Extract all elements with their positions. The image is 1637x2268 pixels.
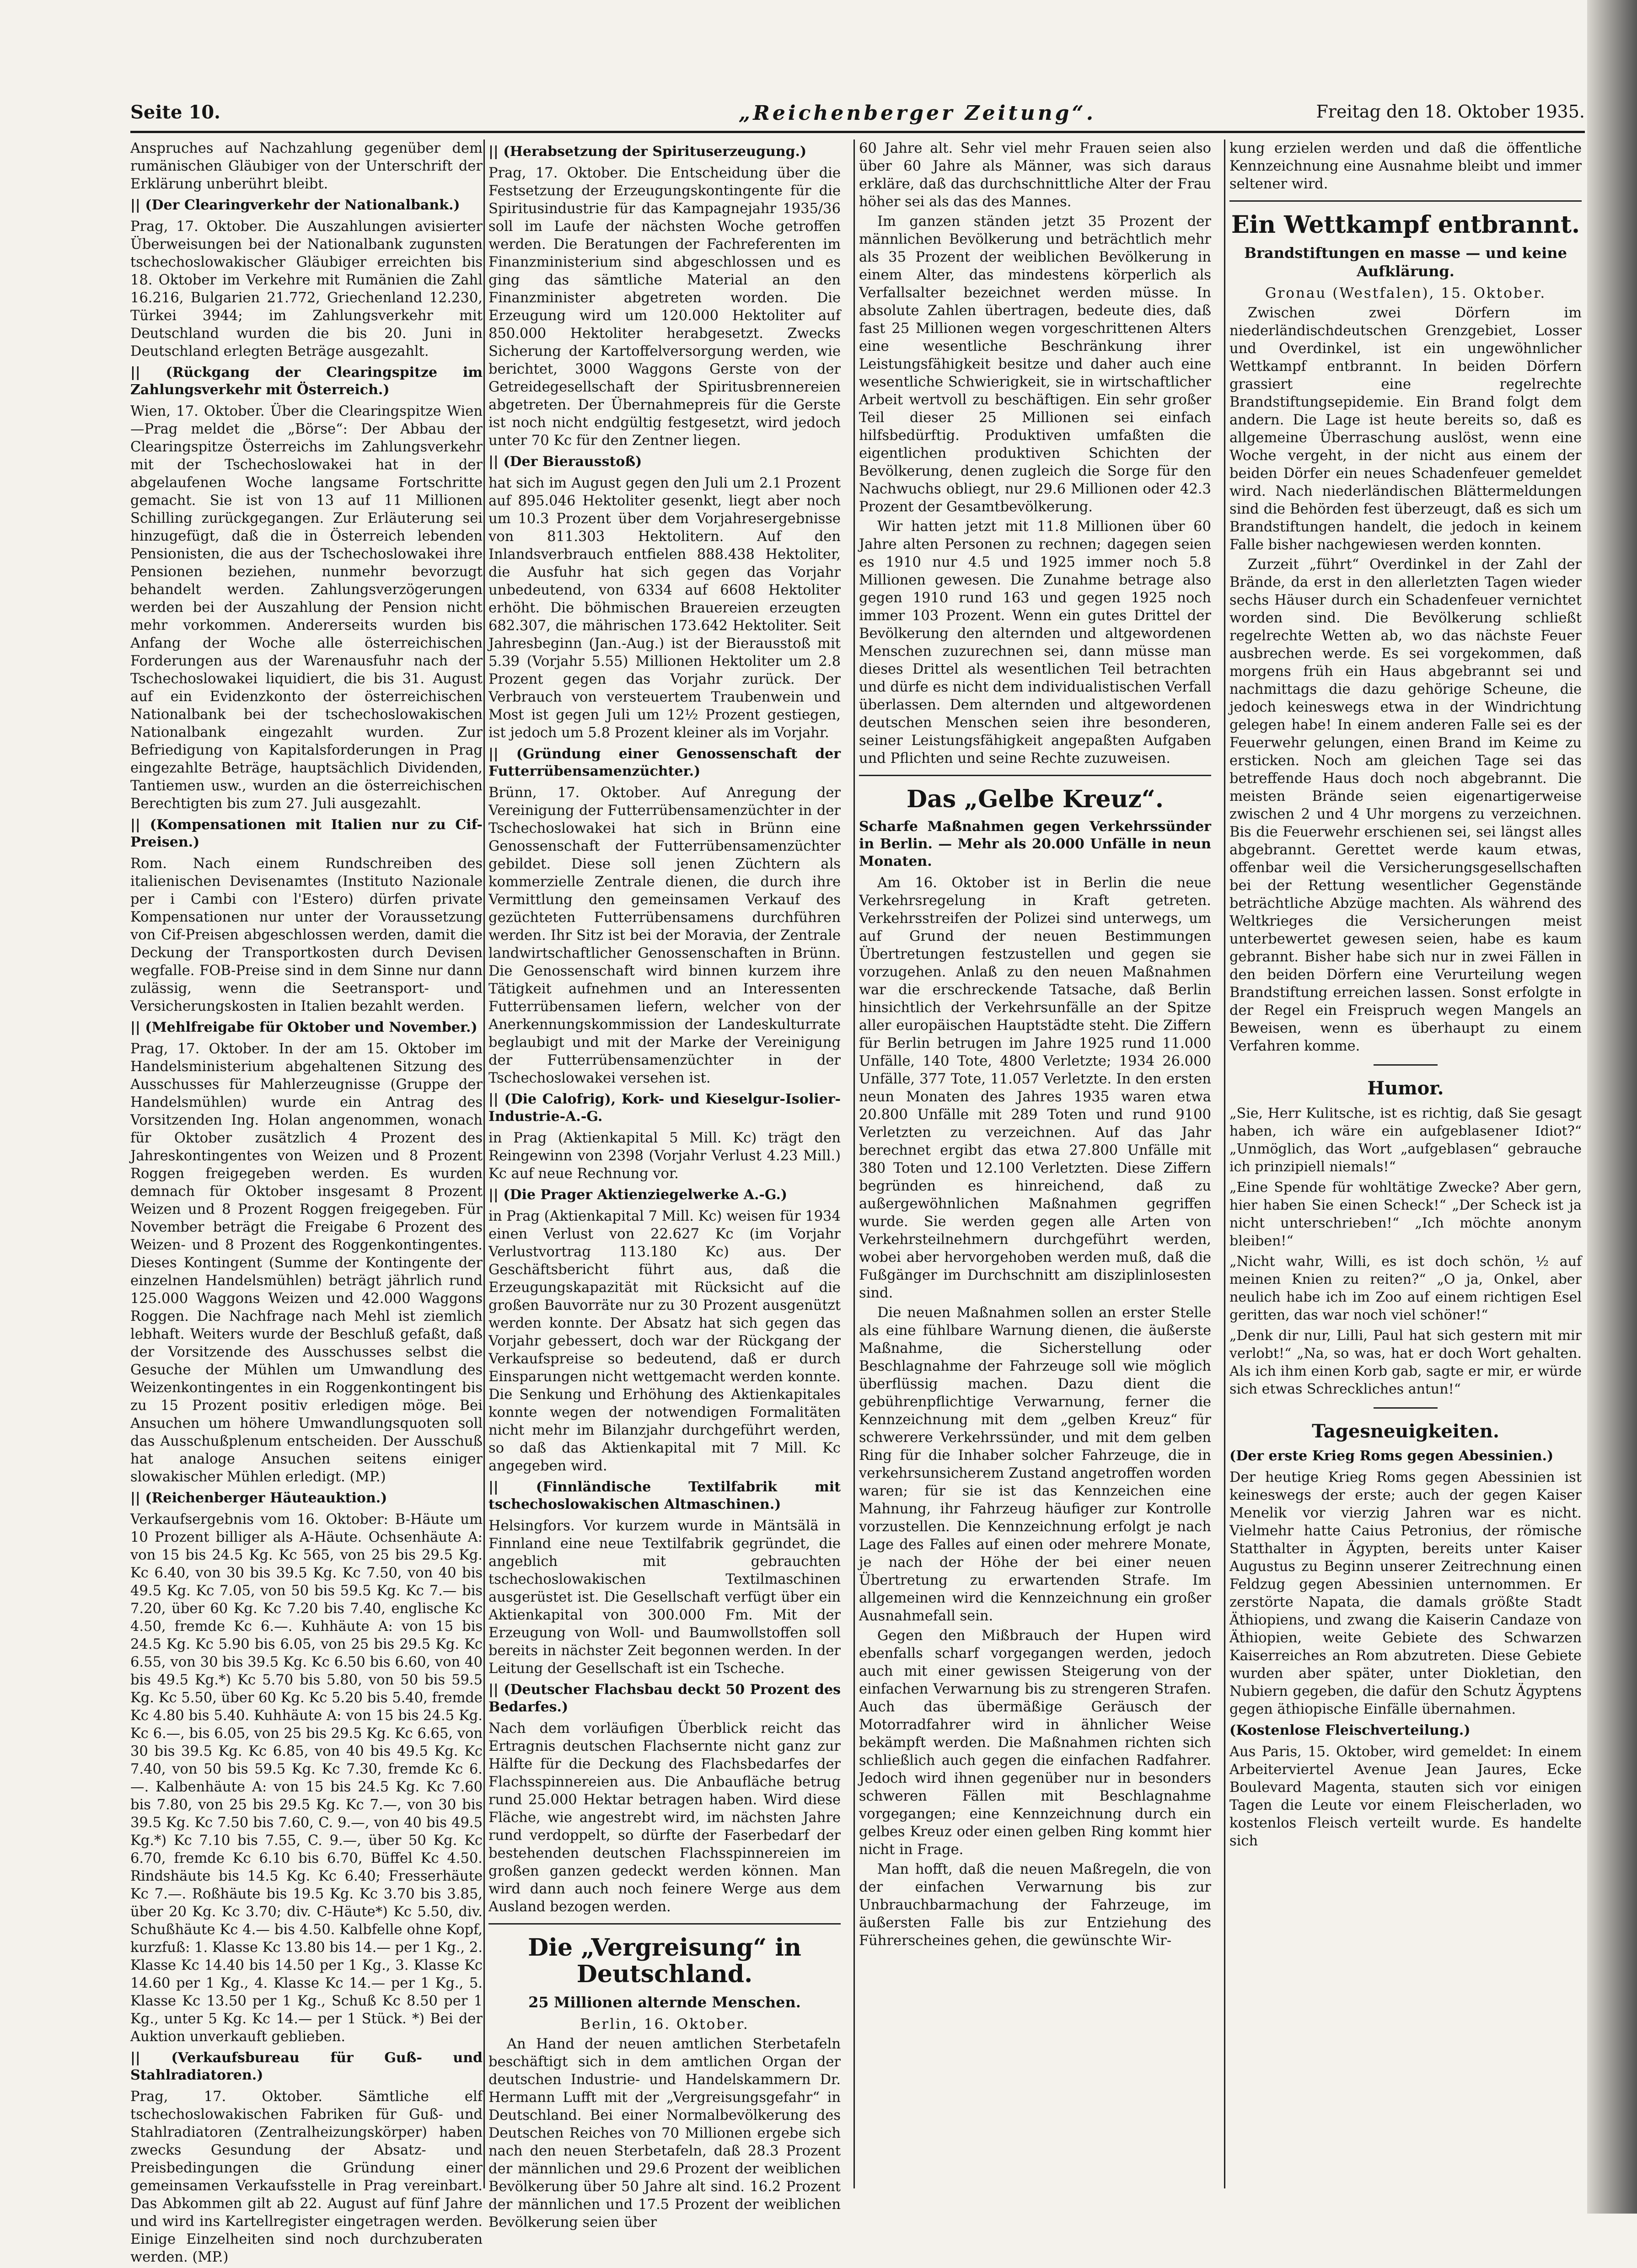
paragraph: Helsingfors. Vor kurzem wurde in Mäntsälä in Finnland eine neue Textilfabrik gegründet, die angeblich mit gebrauchten tschechoslowakischen Textilmaschinen ausgerüstet ist. Die Gesellschaft verfügt über ein Aktienkapital von 300.000 Fm. Mit der Erzeugung von Woll- und Baumwollstoffen soll bereits in nächster Zeit begonnen werden. In der Leitung der Gesellschaft ist ein Tscheche. <box>488 1518 841 1677</box>
paragraph: Prag, 17. Oktober. In der am 15. Oktober im Handelsministerium abgehaltenen Sitzung des Ausschusses für Mahlerzeugnisse (Gruppe der Handelsmühlen) wurde ein Antrag des Vorsitzenden Ing. Holan angenommen, wonach für Oktober zusätzlich 4 Prozent des Jahreskontingentes von Weizen und 8 Prozent Roggen freigegeben werden. Es wurden demnach für Oktober insgesamt 8 Prozent Weizen und 8 Prozent Roggen freigegeben. Für November beträgt die Freigabe 6 Prozent des Weizen- und 8 Prozent des Roggenkontingentes. Dieses Kontingent (Summe der Kontingente der einzelnen Handelsmühlen) beträgt jährlich rund 125.000 Waggons Weizen und 42.000 Waggons Roggen. Die Nachfrage nach Mehl ist ziemlich lebhaft. Weiters wurde der Beschluß gefaßt, daß der Vorsitzende des Ausschusses selbst die Gesuche der Mühlen um Umwandlung des Weizenkontingentes in ein Roggenkontingent bis zu 15 Prozent positiv erledigen möge. Bei Ansuchen um höhere Umwandlungsquoten soll das Ausschußplenum entscheiden. Der Ausschuß hat analoge Ansuchen seitens einiger slowakischer Mühlen erledigt. (MP.) <box>130 1041 483 1485</box>
subheadline: 25 Millionen alternde Menschen. <box>528 1994 801 2011</box>
paragraph: Gegen den Mißbrauch der Hupen wird ebenfalls scharf vorgegangen werden, jedoch auch mit einer gewissen Steigerung von der einfachen Verwarnung bis zu strengeren Strafen. Auch das übermäßige Geräusch der Motorradfahrer wird in ähnlicher Weise bekämpft werden. Die Maßnahmen richten sich schließlich auch gegen die einfachen Radfahrer. Jedoch wird ihnen gegenüber nur in besonders schweren Fällen mit Beschlagnahme vorgegangen; eine Kennzeichnung durch ein gelbes Kreuz oder einen gelben Ring kommt hier nicht in Frage. <box>859 1628 1211 1858</box>
paragraph: Nach dem vorläufigen Überblick reicht das Ertragnis deutschen Flachsernte nicht ganz zur Hälfte für die Deckung des Flachsbedarfes der Flachsspinnereien aus. Die Anbaufläche betrug rund 25.000 Hektar betragen haben. Wird diese Fläche, wie angestrebt wird, im nächsten Jahre rund verdoppelt, so dürfte der Faserbedarf der bestehenden deutschen Flachsspinnereien im großen ganzen gedeckt werden können. Man wird dann auch noch feinere Werge aus dem Ausland bezogen werden. <box>488 1721 841 1915</box>
page-number: Seite 10. <box>130 102 220 123</box>
section-divider <box>1229 200 1582 202</box>
column-2 <box>488 139 841 2233</box>
paragraph: Aus Paris, 15. Oktober, wird gemeldet: In einem Arbeiterviertel Avenue Jean Jaures, Ecke Boulevard Magenta, stauten sich vor einigen Tagen die Leute vor einem Fleischerladen, wo kostenlos Fleisch verteilt wurde. Es handelte sich <box>1229 1744 1582 1849</box>
column-3 <box>859 139 1211 1952</box>
joke: „Eine Spende für wohltätige Zwecke? Aber gern, hier haben Sie einen Scheck!“ „Der Scheck ist ja nicht unterschrieben!“ „Ich möchte anonym bleiben!“ <box>1229 1180 1582 1249</box>
paragraph: An Hand der neuen amtlichen Sterbetafeln beschäftigt sich in dem amtlichen Organ der deutschen Industrie- und Handelskammern Dr. Hermann Lufft mit der „Vergreisungsgefahr“ in Deutschland. Bei einer Normalbevölkerung des Deutschen Reiches von 70 Millionen ergebe sich nach den neuen Sterbetafeln, daß 28.3 Prozent der männlichen und 29.6 Prozent der weiblichen Bevölkerung über 50 Jahre alt sind. 16.2 Prozent der männlichen und 17.5 Prozent der weiblichen Bevölkerung seien über <box>488 2036 841 2230</box>
headline-wettkampf: Ein Wettkampf entbrannt. <box>1231 211 1580 239</box>
scan-edge <box>1587 0 1637 2214</box>
paragraph: Verkaufsergebnis vom 16. Oktober: B-Häute um 10 Prozent billiger als A-Häute. Ochsenhäute A: von 15 bis 24.5 Kg. Kc 565, von 25 bis 29.5 Kg. Kc 6.40, von 30 bis 39.5 Kg. Kc 7.50, von 40 bis 49.5 Kg. Kc 7.05, von 50 bis 59.5 Kg. Kc 7.— bis 7.20, über 60 Kg. Kc 7.20 bis 7.40, englische Kc 4.50, fremde Kc 6.—. Kuhhäute A: von 15 bis 24.5 Kg. Kc 5.90 bis 6.05, von 25 bis 29.5 Kg. Kc 6.55, von 30 bis 39.5 Kg. Kc 6.50 bis 6.60, von 40 bis 49.5 Kg.*) Kc 5.70 bis 5.80, von 50 bis 59.5 Kg. Kc 5.50, über 60 Kg. Kc 5.20 bis 5.40, fremde Kc 4.80 bis 5.40. Kuhhäute A: von 15 bis 24.5 Kg. Kc 6.—, bis 6.05, von 25 bis 29.5 Kg. Kc 6.65, von 30 bis 39.5 Kg. Kc 6.85, von 40 bis 49.5 Kg. Kc 7.40, von 50 bis 59.5 Kg. Kc 7.30, fremde Kc 6.—. Kalbenhäute A: von 15 bis 24.5 Kg. Kc 7.60 bis 7.80, von 25 bis 29.5 Kg. Kc 7.—, von 30 bis 39.5 Kg. Kc 7.50 bis 7.60, C. 9.—, von 40 bis 49.5 Kg.*) Kc 7.10 bis 7.55, C. 9.—, über 50 Kg. Kc 6.70, fremde Kc 6.10 bis 6.70, Büffel Kc 4.50. Rindshäute bis 14.5 Kg. Kc 6.40; Fresserhäute Kc 7.—. Roßhäute bis 19.5 Kg. Kc 3.70 bis 3.85, über 20 Kg. Kc 3.70; div. C-Häute*) Kc 5.50, div. Schußhäute Kc 4.— bis 4.50. Kalbfelle ohne Kopf, kurzfuß: 1. Klasse Kc 13.80 bis 14.— per 1 Kg., 2. Klasse Kc 14.40 bis 14.50 per 1 Kg., 3. Klasse Kc 14.60 per 1 Kg., 4. Klasse Kc 14.— per 1 Kg., 5. Klasse Kc 13.50 per 1 Kg., Schuß Kc 8.50 per 1 Kg., unter 5 Kg. Kc 14.— per 1 Stück. *) Bei der Auktion unverkauft geblieben. <box>130 1512 483 2045</box>
paragraph: Zurzeit „führt“ Overdinkel in der Zahl der Brände, da erst in den allerletzten Tagen wieder sechs Häuser durch ein Schadenfeuer vernichtet worden sind. Die Bevölkerung schließt regelrechte Wetten ab, wo das nächste Feuer ausbrechen werde. Es sei vorgekommen, daß morgens früh ein Haus abgebrannt sei und nachmittags die dazu gehörige Scheune, die jedoch keineswegs etwa in der Windrichtung gelegen habe! In einem anderen Falle sei es der Feuerwehr gelungen, einen Brand im Keime zu ersticken. Noch am gleichen Tage sei das betreffende Haus doch noch abgebrannt. Die meisten Brände seien eigenartigerweise zwischen 2 und 4 Uhr morgens zu verzeichnen. Bis die Feuerwehr erschienen sei, sei längst alles abgebrannt. Gerettet werde kaum etwas, offenbar weil die Versicherungsgesellschaften bei der Rettung wesentlicher Gegenstände beträchtliche Abzüge machten. Als während des Weltkrieges die Versicherungen meist unterbewertet gewesen seien, habe es kaum gebrannt. Bisher habe sich nur in zwei Fällen in den beiden Dörfern eine Verurteilung wegen Brandstiftung erreichen lassen. Sonst erfolgte in der Regel ein Freispruch wegen Mangels an Beweisen, wenn es überhaupt zu einem Verfahren komme. <box>1229 557 1582 1054</box>
paragraph: hat sich im August gegen den Juli um 2.1 Prozent auf 895.046 Hektoliter gesenkt, liegt aber noch um 10.3 Prozent über dem Vorjahresergebnisse von 811.303 Hektolitern. Auf den Inlandsverbrauch entfielen 888.438 Hektoliter, die Ausfuhr hat sich gegen das Vorjahr unbedeutend, von 6334 auf 6608 Hektoliter erhöht. Die böhmischen Brauereien erzeugten 682.307, die mährischen 173.642 Hektoliter. Seit Jahresbeginn (Jan.-Aug.) ist der Bierausstoß mit 5.39 (Vorjahr 5.55) Millionen Hektoliter um 2.8 Prozent gegen das Vorjahr zurück. Der Verbrauch von versteuertem Traubenwein und Most ist gegen Juli um 12½ Prozent gestiegen, ist jedoch um 5.8 Prozent kleiner als im Vorjahr. <box>488 475 841 741</box>
article-heading: || (Herabsetzung der Spirituserzeugung.) <box>488 144 807 160</box>
article-heading: (Der erste Krieg Roms gegen Abessinien.) <box>1229 1448 1554 1464</box>
paragraph: Wien, 17. Oktober. Über die Clearingspitze Wien—Prag meldet die „Börse“: Der Abbau der Clearingspitze Österreichs im Zahlungsverkehr mit der Tschechoslowakei hat in der abgelaufenen Woche langsame Fortschritte gemacht. Sie ist von 13 auf 11 Millionen Schilling zurückgegangen. Zur Erläuterung sei hinzugefügt, daß die in Österreich lebenden Pensionisten, die aus der Tschechoslowakei ihre Pensionen beziehen, nunmehr bevorzugt behandelt werden. Zahlungsverzögerungen werden bei der Auszahlung der Pension nicht mehr vorkommen. Andererseits wurden bis Anfang der Woche alle österreichischen Forderungen aus der Warenausfuhr nach der Tschechoslowakei liquidiert, die bis 31. August auf ein Evidenzkonto der österreichischen Nationalbank bei der tschechoslowakischen Nationalbank eingezahlt wurden. Zur Befriedigung von Kapitalsforderungen in Prag eingezahlte Beträge, hauptsächlich Dividenden, Tantiemen usw., wurden an die österreichischen Berechtigten bis zum 27. Juli ausgezahlt. <box>130 403 483 812</box>
page-header <box>130 102 1585 127</box>
column-1 <box>130 139 483 2268</box>
article-heading: || (Verkaufsbureau für Guß- und Stahlradiatoren.) <box>130 2050 483 2083</box>
paragraph: Zwischen zwei Dörfern im niederländischdeutschen Grenzgebiet, Losser und Overdinkel, ist ein ungewöhnlicher Wettkampf entbrannt. In beiden Dörfern grassiert eine regelrechte Brandstiftungsepidemie. Ein Brand folgt dem andern. Die Lage ist heute bereits so, daß es allgemeine Überraschung auslöst, wenn eine Woche vergeht, in der nicht aus einem der beiden Dörfer ein neues Schadenfeuer gemeldet wird. Nach niederländischen Blättermeldungen sind die Behörden fest überzeugt, daß es sich um Brandstiftungen handelt, die jedoch in keinem Falle bisher nachgewiesen werden konnten. <box>1229 305 1582 553</box>
dateline: Berlin, 16. Oktober. <box>580 2016 749 2032</box>
paragraph: Prag, 17. Oktober. Die Auszahlungen avisierter Überweisungen bei der Nationalbank zugunsten tschechoslowakischer Gläubiger erreichten bis 18. Oktober im Verkehre mit Rumänien die Zahl 16.216, Bulgarien 21.772, Griechenland 12.230, Türkei 3944; im Zahlungsverkehr mit Deutschland wurden die bis 20. Juni in Deutschland erlegten Beträge ausgezahlt. <box>130 219 483 359</box>
paragraph: Am 16. Oktober ist in Berlin die neue Verkehrsregelung in Kraft getreten. Verkehrsstreifen der Polizei sind unterwegs, um auf Grund der neuen Bestimmungen Übertretungen festzustellen und gegen sie vorzugehen. Anlaß zu den neuen Maßnahmen war die erschreckende Tatsache, daß Berlin hinsichtlich der Verkehrsunfälle an der Spitze aller europäischen Hauptstädte steht. Die Ziffern für Berlin betrugen im Jahre 1925 rund 11.000 Unfälle, 140 Tote, 4800 Verletzte; 1934 26.000 Unfälle, 377 Tote, 11.057 Verletzte. In den ersten neun Monaten des Jahres 1935 waren etwa 20.800 Unfälle mit 289 Toten und rund 9100 Verletzten zu verzeichnen. Auf das Jahr berechnet ergibt das etwa 27.800 Unfälle mit 380 Toten und 12.100 Verletzten. Diese Ziffern begründen es hinreichend, daß zu außergewöhnlichen Maßnahmen gegriffen wurde. Sie werden gegen alle Arten von Verkehrsteilnehmern durchgeführt werden, wobei aber hervorgehoben werden muß, daß die Fußgänger im Durchschnitt am disziplinlosesten sind. <box>859 875 1211 1301</box>
section-divider <box>859 775 1211 776</box>
paragraph: in Prag (Aktienkapital 5 Mill. Kc) trägt den Reingewinn von 2398 (Vorjahr Verlust 4.23 Mill.) Kc auf neue Rechnung vor. <box>488 1130 841 1182</box>
subheadline: Brandstiftungen en masse — und keine Aufklärung. <box>1244 244 1567 280</box>
column-divider <box>1224 139 1225 2188</box>
joke: „Nicht wahr, Willi, es ist doch schön, ½ auf meinen Knien zu reiten?“ „O ja, Onkel, aber neulich habe ich im Zoo auf einem richtigen Esel geritten, das war noch viel schöner!“ <box>1229 1254 1582 1323</box>
paragraph: Der heutige Krieg Roms gegen Abessinien ist keineswegs der erste; auch der gegen Kaiser Menelik vor vierzig Jahren war es nicht. Vielmehr hatte Caius Petronius, der römische Statthalter in Ägypten, bereits unter Kaiser Augustus zu Beginn unserer Zeitrechnung einen Feldzug gegen Abessinien unternommen. Er zerstörte Napata, die damals größte Stadt Äthiopiens, und zwang die Kaiserin Candaze von Äthiopien, weite Gebiete des Schwarzen Kaiserreiches an Rom abzutreten. Diese Gebiete wurden aber später, unter Diokletian, den Nubiern gegeben, die dafür den Schutz Ägyptens gegen äthiopische Einfälle übernahmen. <box>1229 1469 1582 1717</box>
section-divider <box>488 1923 841 1925</box>
paragraph: Prag, 17. Oktober. Die Entscheidung über die Festsetzung der Erzeugungskontingente für die Spiritusindustrie für das Kampagnejahr 1935/36 soll im Laufe der nächsten Woche getroffen werden. Die Beratungen der Fachreferenten im Finanzministerium sind abgeschlossen und es ging das sämtliche Material an den Finanzminister abgetreten worden. Die Erzeugung wird um 120.000 Hektoliter auf 850.000 Hektoliter herabgesetzt. Zwecks Sicherung der Kartoffelversorgung werden, wie berichtet, 3000 Waggons Gerste von der Getreidegesellschaft der Spiritusbrennereien abgetreten. Der Übernahmepreis für die Gerste ist noch nicht endgültig festgesetzt, wird jedoch unter 70 Kc für den Zentner liegen. <box>488 165 841 449</box>
dateline: Gronau (Westfalen), 15. Oktober. <box>1265 285 1546 301</box>
article-heading: || (Die Prager Aktienziegelwerke A.-G.) <box>488 1187 788 1203</box>
article-heading: (Kostenlose Fleischverteilung.) <box>1229 1722 1471 1738</box>
section-divider <box>1374 1064 1438 1066</box>
headline-vergreisung: Die „Vergreisung“ in Deutschland. <box>528 1934 801 1988</box>
paragraph: Rom. Nach einem Rundschreiben des italienischen Devisenamtes (Instituto Nazionale per i Cambi con l'Estero) dürfen private Kompensationen nur unter der Voraussetzung von Cif-Preisen abgeschlossen werden, damit die Deckung der Transportkosten durch Devisen wegfalle. FOB-Preise sind in dem Sinne nur dann zulässig, wenn die Seetransport- und Versicherungskosten in Italien bezahlt werden. <box>130 856 483 1014</box>
article-heading: || (Der Bierausstoß) <box>488 454 642 470</box>
article-heading: || (Die Calofrig), Kork- und Kieselgur-Isolier-Industrie-A.-G. <box>488 1091 841 1125</box>
column-divider <box>483 139 485 2188</box>
paragraph: in Prag (Aktienkapital 7 Mill. Kc) weisen für 1934 einen Verlust von 22.627 Kc (im Vorjahr Verlustvortrag 113.180 Kc) aus. Der Geschäftsbericht führt aus, daß die Erzeugungskapazität mit Rücksicht auf die großen Bauvorräte nur zu 30 Prozent ausgenützt werden konnte. Der Absatz hat sich gegen das Vorjahr gebessert, doch war der Rückgang der Verkaufspreise so bedeutend, daß er durch Einsparungen nicht wettgemacht werden konnte. Die Senkung und Erhöhung des Aktienkapitales konnte wegen der notwendigen Formalitäten nicht mehr im Bilanzjahr durchgeführt werden, so daß das Aktienkapital mit 7 Mill. Kc angegeben wird. <box>488 1208 841 1474</box>
article-heading: || (Der Clearingverkehr der Nationalbank.) <box>130 197 460 213</box>
newspaper-title: „Reichenberger Zeitung“. <box>739 102 1096 125</box>
article-heading: || (Mehlfreigabe für Oktober und November.) <box>130 1019 478 1035</box>
section-divider <box>1374 1407 1438 1409</box>
article-heading: || (Kompensationen mit Italien nur zu Cif-Preisen.) <box>130 817 483 850</box>
humor-heading: Humor. <box>1367 1078 1444 1099</box>
paragraph: Prag, 17. Oktober. Sämtliche elf tschechoslowakischen Fabriken für Guß- und Stahlradiatoren (Zentralheizungskörper) haben zwecks Gesundung der Absatz- und Preisbedingungen die Gründung einer gemeinsamen Verkaufsstelle in Prag vereinbart. Das Abkommen gilt ab 22. August auf fünf Jahre und wird ins Kartellregister eingetragen werden. Einige Einzelheiten sind noch durchzuberaten werden. (MP.) <box>130 2089 483 2265</box>
paragraph: Man hofft, daß die neuen Maßregeln, die von der einfachen Verwarnung bis zur Unbrauchbarmachung der Fahrzeuge, im äußersten Falle bis zur Entziehung des Führerscheines gehen, die gewünschte Wir- <box>859 1861 1211 1949</box>
column-divider <box>853 139 855 2188</box>
tagesneuigkeiten-heading: Tagesneuigkeiten. <box>1312 1421 1499 1442</box>
article-heading: || (Reichenberger Häuteauktion.) <box>130 1490 387 1506</box>
paragraph: 60 Jahre alt. Sehr viel mehr Frauen seien also über 60 Jahre als Männer, was sich daraus erkläre, daß das durchschnittliche Alter der Frau höher sei als das des Mannes. <box>859 140 1211 210</box>
paragraph: Im ganzen ständen jetzt 35 Prozent der männlichen Bevölkerung und beträchtlich mehr als 35 Prozent der weiblichen Bevölkerung in einem Alter, das mindestens körperlich als Verfallsalter bezeichnet werden müsse. In absolute Zahlen übertragen, bedeute dies, daß fast 25 Millionen wegen vorgeschrittenen Alters eine wesentliche Beschränkung ihrer Leistungsfähigkeit besitze und daher auch eine wesentliche Schwierigkeit, sie in wirtschaftlicher Arbeit wertvoll zu beschäftigen. Ein sehr großer Teil dieser 25 Millionen sei einfach hilfsbedürftig. Produktiven umfaßten die eigentlichen produktiven Schichten der Bevölkerung, denen zugleich die Sorge für den Nachwuchs obliegt, nur 29.6 Millionen oder 42.3 Prozent der Gesamtbevölkerung. <box>859 214 1211 515</box>
paragraph: Wir hatten jetzt mit 11.8 Millionen über 60 Jahre alten Personen zu rechnen; dagegen seien es 1910 nur 4.5 und 1925 immer noch 5.8 Millionen gewesen. Die Zunahme betrage also gegen 1910 rund 163 und gegen 1925 noch immer 103 Prozent. Wenn ein gutes Drittel der Bevölkerung den alternden und altgewordenen Menschen zuzurechnen sei, dann müsse man dieses Drittel als wesentlichen Teil betrachten und dürfe es nicht dem individualistischen Verfall überlassen. Dem alternden und altgewordenen deutschen Menschen seien ihre besonderen, seiner Leistungsfähigkeit angepaßten Aufgaben und Pflichten und seine Rechte zuzuweisen. <box>859 519 1211 767</box>
paragraph: Anspruches auf Nachzahlung gegenüber dem rumänischen Gläubiger von der Unterschrift der Erklärung unberührt bleibt. <box>130 140 483 192</box>
article-heading: || (Rückgang der Clearingspitze im Zahlungsverkehr mit Österreich.) <box>130 365 483 398</box>
headline-gelbe-kreuz: Das „Gelbe Kreuz“. <box>907 785 1164 813</box>
paragraph: kung erzielen werden und daß die öffentliche Kennzeichnung eine Ausnahme bleibt und immer seltener wird. <box>1229 140 1582 192</box>
header-divider <box>130 131 1585 133</box>
article-heading: || (Finnländische Textilfabrik mit tschechoslowakischen Altmaschinen.) <box>488 1479 841 1512</box>
article-heading: || (Deutscher Flachsbau deckt 50 Prozent des Bedarfes.) <box>488 1682 841 1715</box>
column-4 <box>1229 139 1582 1852</box>
subheadline: Scharfe Maßnahmen gegen Verkehrssünder in Berlin. — Mehr als 20.000 Unfälle in neun Monaten. <box>859 819 1211 869</box>
joke: „Sie, Herr Kulitsche, ist es richtig, daß Sie gesagt haben, ich wäre ein aufgeblasener Idiot?“ „Unmöglich, das Wort „aufgeblasen“ gebrauche ich prinzipiell niemals!“ <box>1229 1105 1582 1175</box>
issue-date: Freitag den 18. Oktober 1935. <box>1316 102 1585 122</box>
paragraph: Brünn, 17. Oktober. Auf Anregung der Vereinigung der Futterrübensamenzüchter in der Tschechoslowakei hat sich in Brünn eine Genossenschaft der Futterrübensamenzüchter gebildet. Diese soll jenen Züchtern als kommerzielle Zentrale dienen, die durch ihre Vermittlung den gemeinsamen Verkauf des gezüchteten Futterrübensamens durchführen werden. Ihr Sitz ist bei der Moravia, der Zentrale landwirtschaftlicher Genossenschaften in Brünn. Die Genossenschaft wird binnen kurzem ihre Tätigkeit aufnehmen und an Interessenten Futterrübensamen liefern, welcher von der Anerkennungskommission der Landeskulturrate beglaubigt und mit der Marke der Vereinigung der Futterrübensamenzüchter in der Tschechoslowakei versehen ist. <box>488 785 841 1086</box>
article-heading: || (Gründung einer Genossenschaft der Futterrübensamenzüchter.) <box>488 746 841 779</box>
paragraph: Die neuen Maßnahmen sollen an erster Stelle als eine fühlbare Warnung dienen, die äußerste Maßnahme, die Sicherstellung oder Beschlagnahme der Fahrzeuge soll wie möglich überflüssig machen. Dazu dient die gebührenpflichtige Verwarnung, ferner die Kennzeichnung mit dem „gelben Kreuz“ für schwerere Verkehrssünder, und mit dem gelben Ring für die Inhaber solcher Fahrzeuge, die in verkehrsunsicherem Zustand angetroffen worden waren; für sie ist das Kennzeichen eine Mahnung, ihr Fahrzeug häufiger zur Kontrolle vorzustellen. Die Kennzeichnung erfolgt je nach Lage des Falles auf einen oder mehrere Monate, je nach der Höhe der bei einer neuen Übertretung zu erwartenden Strafe. Im allgemeinen wird die Kennzeichnung ein großer Ausnahmefall sein. <box>859 1305 1211 1624</box>
joke: „Denk dir nur, Lilli, Paul hat sich gestern mit mir verlobt!“ „Na, so was, hat er doch Wort gehalten. Als ich ihm einen Korb gab, sagte er mir, er würde sich etwas Schreckliches antun!“ <box>1229 1328 1582 1397</box>
